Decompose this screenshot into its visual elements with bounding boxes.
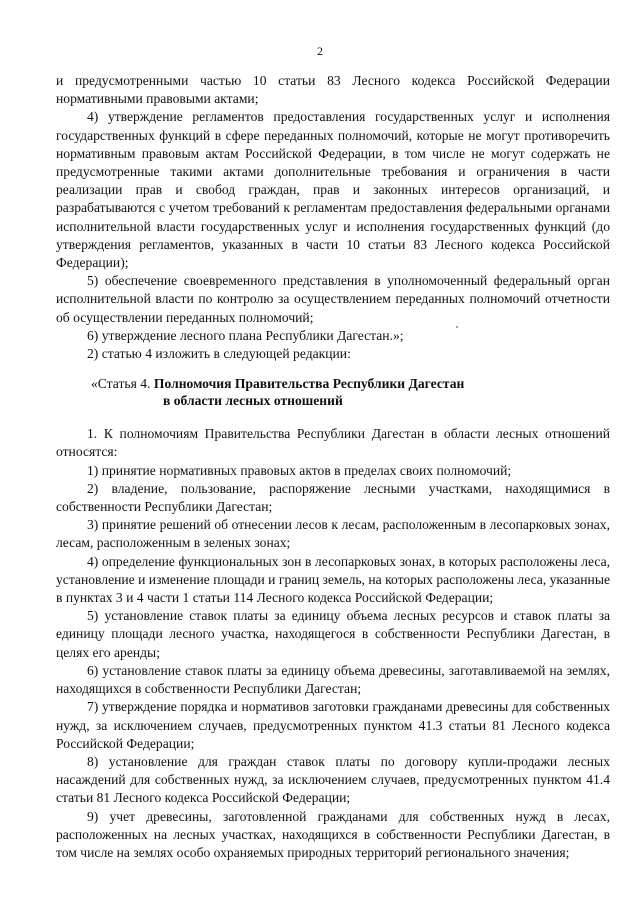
paragraph: 2) статью 4 изложить в следующей редакции: (87, 346, 351, 362)
paragraph: 1) принятие нормативных правовых актов в пределах своих полномочий; (87, 462, 512, 478)
paragraph: 7) утверждение порядка и нормативов заготовки гражданами древесины для собственных нужд, за исключением случаев, предусмотренных пунктом 41.3 статьи 81 Лесного кодекса Российской Федерации; (56, 699, 610, 751)
paragraph: 5) обеспечение своевременного представления в уполномоченный федеральный орган исполнительной власти по контролю за осуществлением переданных полномочий отчетности об осуществлении переданных полномочий; (56, 273, 610, 325)
document-body (56, 72, 610, 862)
paragraph: 2) владение, пользование, распоряжение лесными участками, находящимися в собственности Республики Дагестан; (56, 480, 610, 515)
paragraphs-bottom (56, 425, 610, 862)
article-title-line1: Полномочия Правительства Республики Дагестан (153, 376, 465, 392)
paragraph: 8) установление для граждан ставок платы по договору купли-продажи лесных насаждений для собственных нужд, за исключением случаев, предусмотренных пунктом 41.4 статьи 81 Лесного кодекса Российской Федерации; (56, 753, 610, 806)
paragraph: 5) установление ставок платы за единицу объема лесных ресурсов и ставок платы за единицу площади лесного участка, находящегося в собственности Республики Дагестан, в целях его аренды; (56, 608, 610, 660)
paragraph: 4) определение функциональных зон в лесопарковых зонах, в которых расположены леса, установление и изменение площади и границ земель, на которых расположены леса, указанные в пунктах 3 и 4 части 1 статьи 114 Лесного кодекса Российской Федерации; (56, 553, 610, 606)
paragraphs-top (56, 72, 610, 363)
paragraph: и предусмотренными частью 10 статьи 83 Лесного кодекса Российской Федерации нормативными правовыми актами; (56, 73, 610, 107)
paragraph: 9) учет древесины, заготовленной гражданами для собственных нужд в лесах, расположенных на лесных участках, находящихся в собственности Республики Дагестан, в том числе на землях особо охраняемых природных территорий регионального значения; (56, 808, 610, 860)
article-label: «Статья 4. (91, 376, 151, 392)
paragraph: 4) утверждение регламентов предоставления государственных услуг и исполнения государственных функций в сфере переданных полномочий, которые не могут противоречить нормативным правовым актам Российской Федерации, в том числе не могут содержать не предусмотренные такими актами дополнительные требования и ограничения в части реализации прав и свобод граждан, прав и законных интересов организаций, и разрабатываются с учетом требований к регламентам предоставления федеральными органами исполнительной власти государственных услуг и исполнения государственных функций (до утверждения регламентов, указанных в части 10 статьи 83 Лесного кодекса Российской Федерации); (56, 109, 610, 271)
paragraph: 6) утверждение лесного плана Республики Дагестан.»; (87, 327, 404, 343)
scan-speck (456, 326, 458, 328)
paragraph: 1. К полномочиям Правительства Республики Дагестан в области лесных отношений относятся: (56, 426, 610, 460)
article-title-line2: в области лесных отношений (163, 393, 343, 409)
paragraph: 3) принятие решений об отнесении лесов к лесам, расположенным в лесопарковых зонах, лесам, расположенным в зеленых зонах; (56, 517, 610, 551)
paragraph: 6) установление ставок платы за единицу объема древесины, заготавливаемой на землях, находящихся в собственности Республики Дагестан; (56, 662, 610, 697)
page-number: 2 (317, 44, 323, 58)
article-heading (91, 375, 610, 409)
